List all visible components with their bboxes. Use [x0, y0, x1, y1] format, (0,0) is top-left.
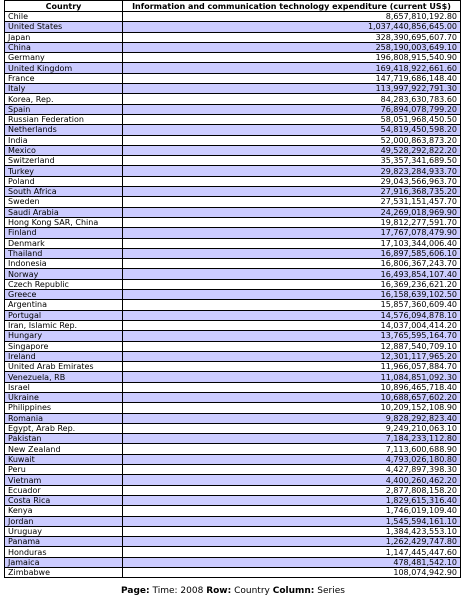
- value-cell: 1,262,429,747.80: [123, 537, 461, 547]
- table-row: [5, 413, 461, 423]
- country-cell: Greece: [5, 290, 123, 300]
- value-cell: 4,427,897,398.30: [123, 465, 461, 475]
- table-row: [5, 506, 461, 516]
- country-cell: Costa Rica: [5, 495, 123, 505]
- country-cell: Uruguay: [5, 526, 123, 536]
- country-cell: Finland: [5, 228, 123, 238]
- value-cell: 52,000,863,873.20: [123, 135, 461, 145]
- value-cell: 12,887,540,709.10: [123, 341, 461, 351]
- value-cell: 11,084,851,092.30: [123, 372, 461, 382]
- country-cell: Netherlands: [5, 125, 123, 135]
- country-cell: United States: [5, 22, 123, 32]
- value-cell: 29,823,284,933.70: [123, 166, 461, 176]
- country-cell: Indonesia: [5, 259, 123, 269]
- table-row: [5, 125, 461, 135]
- value-cell: 7,113,600,688.90: [123, 444, 461, 454]
- value-cell: 1,037,440,856,645.00: [123, 22, 461, 32]
- value-cell: 1,545,594,161.10: [123, 516, 461, 526]
- value-cell: 10,209,152,108.90: [123, 403, 461, 413]
- value-cell: 10,688,657,602.20: [123, 392, 461, 402]
- value-cell: 12,301,117,965.20: [123, 351, 461, 361]
- country-cell: Israel: [5, 382, 123, 392]
- page-value: Time: 2008: [152, 586, 204, 596]
- value-cell: 14,037,004,414.20: [123, 320, 461, 330]
- table-row: [5, 238, 461, 248]
- table-row: [5, 22, 461, 32]
- value-cell: 113,997,922,791.30: [123, 84, 461, 94]
- country-cell: Argentina: [5, 300, 123, 310]
- value-cell: 478,481,542.10: [123, 557, 461, 567]
- country-cell: Norway: [5, 269, 123, 279]
- value-cell: 24,269,018,969.90: [123, 207, 461, 217]
- country-cell: South Africa: [5, 187, 123, 197]
- table-row: [5, 217, 461, 227]
- row-value: Country: [234, 586, 270, 596]
- value-cell: 17,767,078,479.90: [123, 228, 461, 238]
- country-cell: Panama: [5, 537, 123, 547]
- country-cell: Mexico: [5, 145, 123, 155]
- value-cell: 76,894,078,799.20: [123, 104, 461, 114]
- country-cell: Pakistan: [5, 434, 123, 444]
- value-cell: 15,857,360,609.40: [123, 300, 461, 310]
- table-row: [5, 341, 461, 351]
- country-cell: Romania: [5, 413, 123, 423]
- table-row: [5, 290, 461, 300]
- country-cell: Singapore: [5, 341, 123, 351]
- country-cell: Hungary: [5, 331, 123, 341]
- country-cell: Portugal: [5, 310, 123, 320]
- table-row: [5, 537, 461, 547]
- value-cell: 16,897,585,606.10: [123, 248, 461, 258]
- table-row: [5, 42, 461, 52]
- country-cell: Russian Federation: [5, 114, 123, 124]
- row-label: Row:: [206, 586, 232, 596]
- table-row: [5, 53, 461, 63]
- country-cell: Ukraine: [5, 392, 123, 402]
- header-row: [5, 1, 461, 12]
- column-label: Column:: [272, 586, 315, 596]
- table-row: [5, 475, 461, 485]
- table-row: [5, 166, 461, 176]
- table-row: [5, 351, 461, 361]
- pivot-footer: [0, 586, 466, 597]
- page-label: Page:: [121, 586, 150, 596]
- value-cell: 11,966,057,884.70: [123, 362, 461, 372]
- table-row: [5, 485, 461, 495]
- value-cell: 49,528,292,822.20: [123, 145, 461, 155]
- table-row: [5, 320, 461, 330]
- value-cell: 1,384,423,553.10: [123, 526, 461, 536]
- table-row: [5, 279, 461, 289]
- table-row: [5, 310, 461, 320]
- table-row: [5, 547, 461, 557]
- table-row: [5, 516, 461, 526]
- table-row: [5, 197, 461, 207]
- value-cell: 8,657,810,192.80: [123, 12, 461, 22]
- value-cell: 84,283,630,783.60: [123, 94, 461, 104]
- value-cell: 19,812,277,591.70: [123, 217, 461, 227]
- table-row: [5, 187, 461, 197]
- value-cell: 147,719,686,148.40: [123, 73, 461, 83]
- country-cell: Ireland: [5, 351, 123, 361]
- country-cell: Chile: [5, 12, 123, 22]
- country-cell: Denmark: [5, 238, 123, 248]
- value-cell: 58,051,968,450.50: [123, 114, 461, 124]
- country-cell: Hong Kong SAR, China: [5, 217, 123, 227]
- country-cell: Vietnam: [5, 475, 123, 485]
- country-cell: United Kingdom: [5, 63, 123, 73]
- country-cell: Sweden: [5, 197, 123, 207]
- country-cell: Jamaica: [5, 557, 123, 567]
- value-cell: 14,576,094,878.10: [123, 310, 461, 320]
- table-row: [5, 73, 461, 83]
- value-cell: 16,369,236,621.20: [123, 279, 461, 289]
- value-cell: 16,806,367,243.70: [123, 259, 461, 269]
- value-cell: 13,765,595,164.70: [123, 331, 461, 341]
- value-cell: 35,357,341,689.50: [123, 156, 461, 166]
- table-row: [5, 145, 461, 155]
- table-row: [5, 557, 461, 567]
- country-cell: Korea, Rep.: [5, 94, 123, 104]
- table-row: [5, 465, 461, 475]
- country-cell: Switzerland: [5, 156, 123, 166]
- table-row: [5, 423, 461, 433]
- table-row: [5, 176, 461, 186]
- value-cell: 196,808,915,540.90: [123, 53, 461, 63]
- table-row: [5, 392, 461, 402]
- value-cell: 10,896,465,718.40: [123, 382, 461, 392]
- table-row: [5, 331, 461, 341]
- table-row: [5, 403, 461, 413]
- country-cell: Honduras: [5, 547, 123, 557]
- table-row: [5, 372, 461, 382]
- value-cell: 4,793,026,180.80: [123, 454, 461, 464]
- country-cell: Kuwait: [5, 454, 123, 464]
- country-cell: Egypt, Arab Rep.: [5, 423, 123, 433]
- column-value: Series: [317, 586, 345, 596]
- table-row: [5, 104, 461, 114]
- country-cell: Turkey: [5, 166, 123, 176]
- value-cell: 1,829,615,316.40: [123, 495, 461, 505]
- country-cell: Czech Republic: [5, 279, 123, 289]
- table-row: [5, 362, 461, 372]
- table-row: [5, 12, 461, 22]
- value-cell: 9,249,210,063.10: [123, 423, 461, 433]
- table-row: [5, 434, 461, 444]
- country-cell: Italy: [5, 84, 123, 94]
- value-cell: 2,877,808,158.20: [123, 485, 461, 495]
- table-row: [5, 63, 461, 73]
- country-cell: Zimbabwe: [5, 568, 123, 578]
- value-cell: 4,400,260,462.20: [123, 475, 461, 485]
- country-column-header: Country: [5, 1, 123, 12]
- value-cell: 27,916,368,735.20: [123, 187, 461, 197]
- table-row: [5, 382, 461, 392]
- country-cell: India: [5, 135, 123, 145]
- value-cell: 9,828,292,823.40: [123, 413, 461, 423]
- table-row: [5, 94, 461, 104]
- table-row: [5, 300, 461, 310]
- country-cell: Jordan: [5, 516, 123, 526]
- country-cell: Iran, Islamic Rep.: [5, 320, 123, 330]
- country-cell: Germany: [5, 53, 123, 63]
- value-cell: 16,493,854,107.40: [123, 269, 461, 279]
- country-cell: Spain: [5, 104, 123, 114]
- country-cell: Thailand: [5, 248, 123, 258]
- table-row: [5, 135, 461, 145]
- value-cell: 17,103,344,006.40: [123, 238, 461, 248]
- country-cell: Venezuela, RB: [5, 372, 123, 382]
- value-cell: 258,190,003,649.10: [123, 42, 461, 52]
- country-cell: Poland: [5, 176, 123, 186]
- table-row: [5, 526, 461, 536]
- country-cell: Kenya: [5, 506, 123, 516]
- value-cell: 27,531,151,457.70: [123, 197, 461, 207]
- country-cell: China: [5, 42, 123, 52]
- country-cell: France: [5, 73, 123, 83]
- value-cell: 7,184,233,112.80: [123, 434, 461, 444]
- table-row: [5, 207, 461, 217]
- country-cell: United Arab Emirates: [5, 362, 123, 372]
- table-row: [5, 84, 461, 94]
- table-row: [5, 495, 461, 505]
- value-cell: 1,746,019,109.40: [123, 506, 461, 516]
- value-cell: 29,043,566,963.70: [123, 176, 461, 186]
- table-row: [5, 114, 461, 124]
- table-body: [5, 12, 461, 578]
- country-cell: Ecuador: [5, 485, 123, 495]
- value-cell: 169,418,922,661.60: [123, 63, 461, 73]
- table-row: [5, 269, 461, 279]
- data-table: [4, 0, 461, 578]
- table-row: [5, 228, 461, 238]
- country-cell: Saudi Arabia: [5, 207, 123, 217]
- value-cell: 328,390,695,607.70: [123, 32, 461, 42]
- value-cell: 54,819,450,598.20: [123, 125, 461, 135]
- country-cell: Philippines: [5, 403, 123, 413]
- table-row: [5, 156, 461, 166]
- value-cell: 108,074,942.90: [123, 568, 461, 578]
- country-cell: Peru: [5, 465, 123, 475]
- series-column-header: Information and communication technology expenditure (current US$): [123, 1, 461, 12]
- value-cell: 1,147,445,447.60: [123, 547, 461, 557]
- table-row: [5, 454, 461, 464]
- value-cell: 16,158,639,102.50: [123, 290, 461, 300]
- country-cell: New Zealand: [5, 444, 123, 454]
- table-row: [5, 32, 461, 42]
- table-row: [5, 248, 461, 258]
- country-cell: Japan: [5, 32, 123, 42]
- table-row: [5, 568, 461, 578]
- table-row: [5, 444, 461, 454]
- table-row: [5, 259, 461, 269]
